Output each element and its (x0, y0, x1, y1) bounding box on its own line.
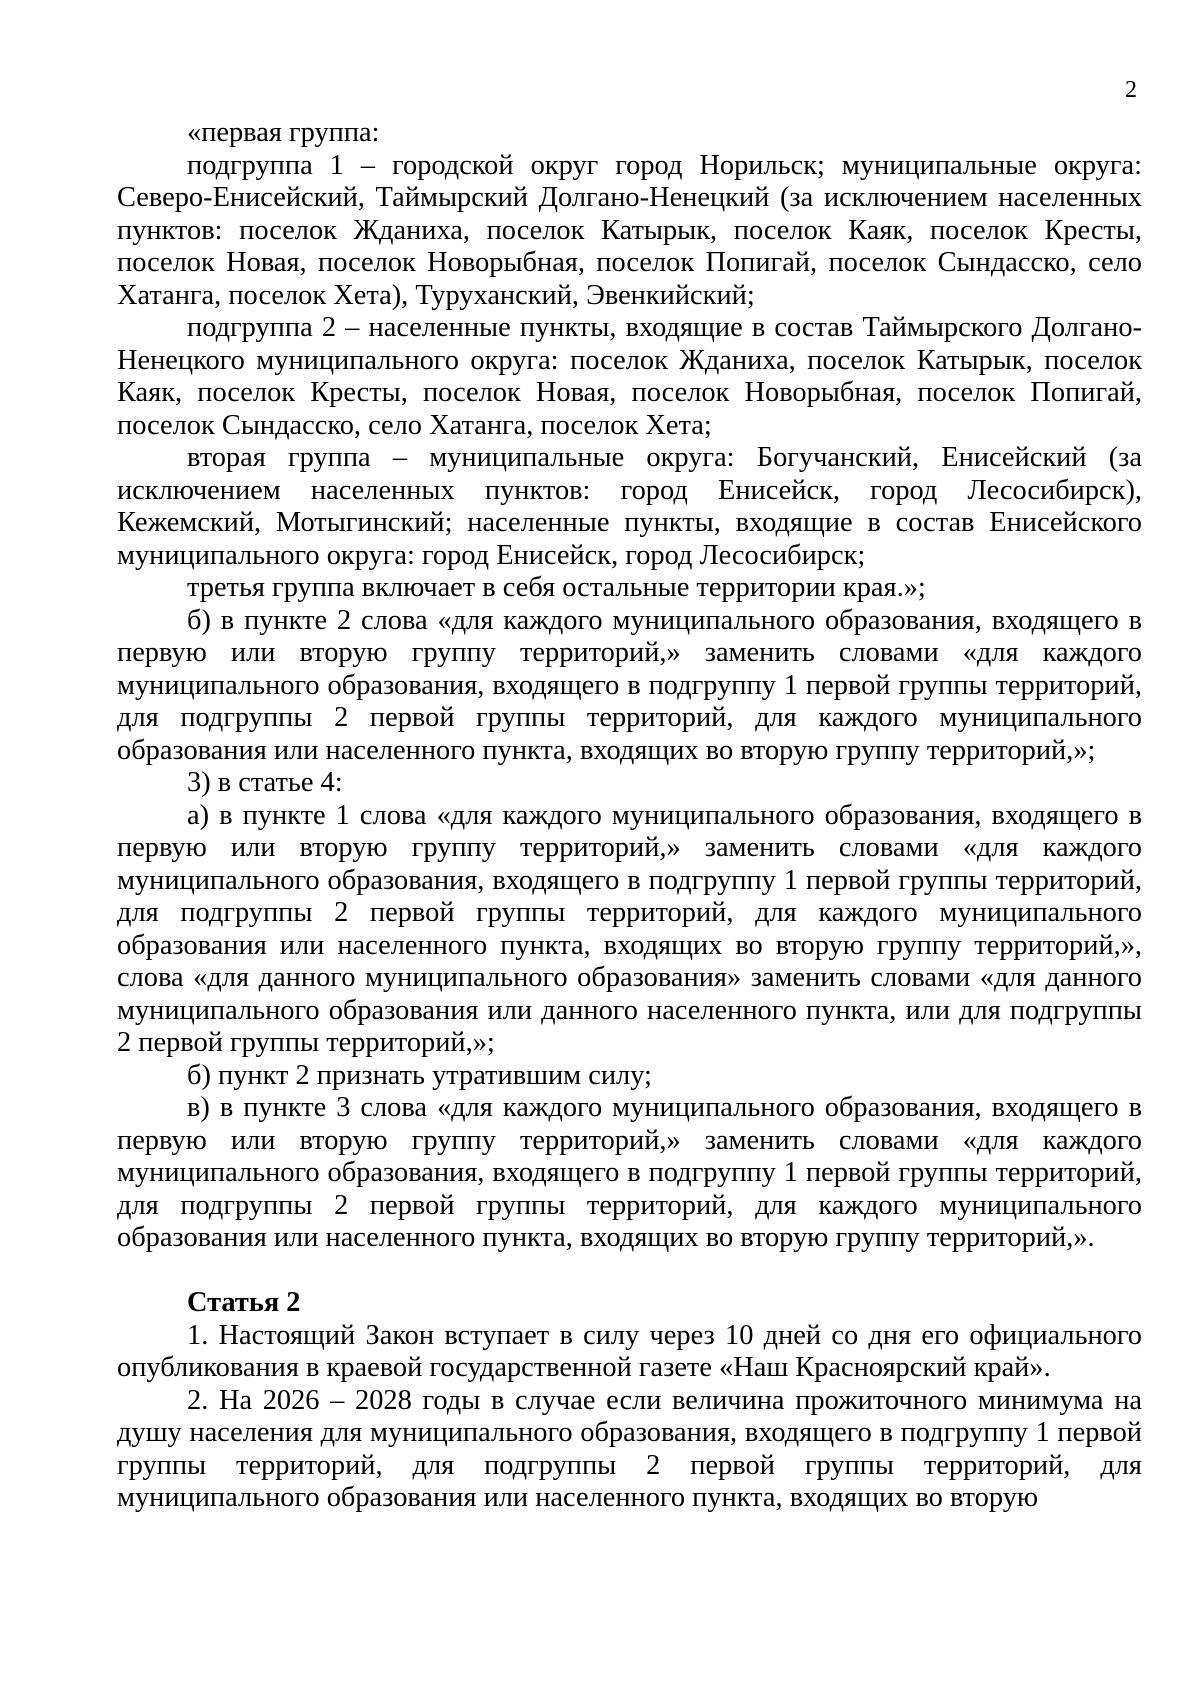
article-2-paragraph-1: 1. Настоящий Закон вступает в силу через 10 дней со дня его официального опубликования в краевой государственной газете «Наш Красноярский край». (117, 1319, 1142, 1383)
paragraph-item-a-point-1: а) в пункте 1 слова «для каждого муниципального образования, входящего в первую или вторую группу территорий,» заменить словами «для каждого муниципального образования, входящего в подгруппу 1 первой группы территорий, для подгруппы 2 первой группы территорий, для каждого муниципального образования или населенного пункта, входящих во вторую группу территорий,», слова «для данного муниципального образования» заменить словами «для данного муниципального образования или данного населенного пункта, или для подгруппы 2 первой группы территорий,»; (117, 799, 1142, 1058)
article-2-paragraph-2: 2. На 2026 – 2028 годы в случае если величина прожиточного минимума на душу населения для муниципального образования, входящего в подгруппу 1 первой группы территорий, для подгруппы 2 первой группы территорий, для муниципального образования или населенного пункта, входящих во вторую (117, 1384, 1142, 1513)
paragraph-first-group: «первая группа: (187, 117, 380, 148)
page-number: 2 (1125, 77, 1137, 103)
paragraph-item-b-point-2: б) в пункте 2 слова «для каждого муниципального образования, входящего в первую или вторую группу территорий,» заменить словами «для каждого муниципального образования, входящего в подгруппу 1 первой группы территорий, для подгруппы 2 первой группы территорий, для каждого муниципального образования или населенного пункта, входящих во вторую группу территорий,»; (117, 604, 1142, 766)
paragraph-item-3-article-4: 3) в статье 4: (187, 767, 343, 798)
document-body (117, 117, 1142, 1515)
article-2-heading: Статья 2 (187, 1287, 301, 1318)
paragraph-subgroup-1: подгруппа 1 – городской округ город Норильск; муниципальные округа: Северо-Енисейский, Таймырский Долгано-Ненецкий (за исключением населенных пунктов: поселок Жданиха, поселок Катырык, поселок Каяк, поселок Кресты, поселок Новая, поселок Новорыбная, поселок Попигай, поселок Сындасско, село Хатанга, поселок Хета), Туруханский, Эвенкийский; (117, 149, 1142, 311)
paragraph-second-group: вторая группа – муниципальные округа: Богучанский, Енисейский (за исключением населенных пунктов: город Енисейск, город Лесосибирск), Кежемский, Мотыгинский; населенные пункты, входящие в состав Енисейского муниципального округа: город Енисейск, город Лесосибирск; (117, 442, 1142, 571)
section-spacer (117, 1255, 1142, 1288)
paragraph-item-b-point-2-repeal: б) пункт 2 признать утратившим силу; (187, 1059, 652, 1091)
paragraph-third-group: третья группа включает в себя остальные территории края.»; (187, 572, 926, 603)
paragraph-item-v-point-3: в) в пункте 3 слова «для каждого муниципального образования, входящего в первую или вторую группу территорий,» заменить словами «для каждого муниципального образования, входящего в подгруппу 1 первой группы территорий, для подгруппы 2 первой группы территорий, для каждого муниципального образования или населенного пункта, входящих во вторую группу территорий,». (117, 1092, 1142, 1253)
paragraph-subgroup-2: подгруппа 2 – населенные пункты, входящие в состав Таймырского Долгано-Ненецкого муниципального округа: поселок Жданиха, поселок Катырык, поселок Каяк, поселок Кресты, поселок Новая, поселок Новорыбная, поселок Попигай, поселок Сындасско, село Хатанга, поселок Хета; (117, 312, 1142, 441)
